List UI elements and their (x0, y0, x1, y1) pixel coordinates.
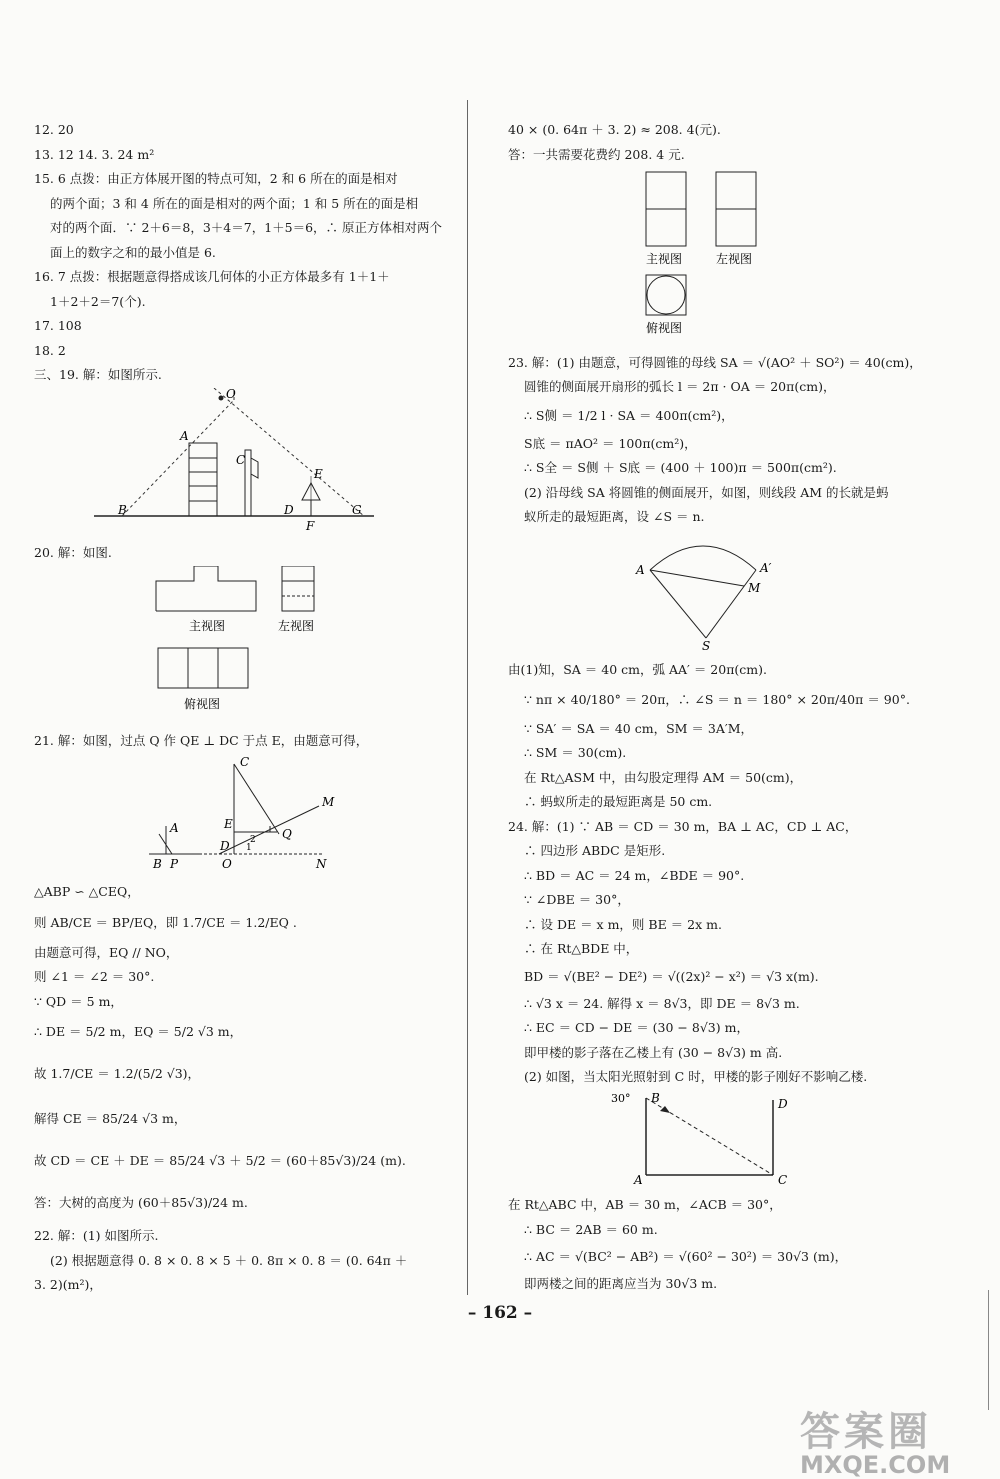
figure-21 (34, 754, 454, 872)
right-column (508, 118, 928, 1297)
label-B: B (153, 856, 162, 871)
figure-23 (508, 530, 928, 650)
answer-16-line1: 16. 7 点拨：根据题意得搭成该几何体的小正方体最多有 1＋1＋ (34, 269, 390, 284)
answer-23-line6: (2) 沿母线 SA 将圆锥的侧面展开，如图，则线段 AM 的长就是蚂 (524, 484, 889, 500)
label-O: O (226, 387, 236, 401)
watermark-logo-text: 答案圈 (800, 1409, 932, 1455)
answer-23b-line2: ∵ nπ × 40/180° ＝ 20π，∴ ∠S ＝ n ＝ 180° × 20π/40π ＝ 90°. (524, 691, 910, 707)
label-C: C (778, 1172, 788, 1185)
answer-22-line3: 3. 2)(m²)， (34, 1277, 102, 1292)
answer-22-line2: (2) 根据题意得 0. 8 × 0. 8 × 5 ＋ 0. 8π × 0. 8 ＝ (0. 64π ＋ (50, 1252, 408, 1268)
answer-23b-line5: 在 Rt△ASM 中，由勾股定理得 AM ＝ 50(cm)， (524, 769, 803, 785)
answer-22-line5: 答：一共需要花费约 208. 4 元. (508, 146, 685, 162)
watermark (800, 1400, 950, 1479)
answer-24-line8: ∴ √3 x ＝ 24. 解得 x ＝ 8√3，即 DE ＝ 8√3 m. (524, 995, 800, 1011)
answer-24-line9: ∴ EC ＝ CD − DE ＝ (30 − 8√3) m， (524, 1020, 749, 1035)
figure-20 (34, 566, 454, 721)
answer-24b-line3: ∴ AC ＝ √(BC² − AB²) ＝ √(60² − 30²) ＝ 30√3 (m)， (524, 1249, 848, 1264)
answer-17: 17. 108 (34, 318, 82, 333)
answer-15-line3: 对的两个面．∵ 2＋6＝8，3＋4＝7，1＋5＝6，∴ 原正方体相对两个 (50, 220, 443, 235)
label-P: P (170, 856, 179, 871)
answer-23-line3: ∴ S侧 ＝ 1/2 l · SA ＝ 400π(cm²)， (524, 407, 734, 423)
label-C: C (240, 754, 250, 769)
label-A: A (634, 1172, 643, 1185)
solution-21-line9: 故 CD ＝ CE ＋ DE ＝ 85/24 √3 ＋ 5/2 ＝ (60＋85√3)/24 (m). (34, 1153, 406, 1168)
label-D: D (220, 838, 230, 853)
left-column (34, 118, 454, 1298)
solution-21-line8: 解得 CE ＝ 85/24 √3 m， (34, 1111, 187, 1126)
answer-24b-line2: ∴ BC ＝ 2AB ＝ 60 m. (524, 1221, 658, 1237)
page-number: – 162 – (467, 1303, 533, 1323)
label-G: G (352, 502, 362, 517)
answer-24-line4: ∵ ∠DBE ＝ 30°， (524, 892, 630, 907)
answer-24-line2: ∴ 四边形 ABDC 是矩形. (524, 843, 666, 858)
label-main-view: 主视图 (646, 252, 683, 266)
solution-21-line7: 故 1.7/CE ＝ 1.2/(5/2 √3)， (34, 1066, 201, 1081)
label-C: C (236, 452, 246, 467)
label-B: B (651, 1090, 660, 1105)
answer-24-line6: ∴ 在 Rt△BDE 中， (524, 941, 639, 956)
label-angle2: 2 (250, 834, 256, 845)
solution-21-line3: 由题意可得，EQ // NO， (34, 944, 179, 960)
answer-12: 12. 20 (34, 122, 74, 137)
label-O: O (222, 856, 232, 871)
answer-15-line2: 的两个面；3 和 4 所在的面是相对的两个面；1 和 5 所在的面是相 (50, 195, 419, 211)
label-left-view: 左视图 (278, 618, 315, 633)
figure-19 (34, 388, 454, 533)
answer-23b-line4: ∴ SM ＝ 30(cm). (524, 745, 627, 760)
label-E: E (224, 816, 233, 831)
label-angle: 30° (611, 1091, 631, 1105)
answer-24b-line4: 即两楼之间的距离应当为 30√3 m. (524, 1276, 718, 1291)
solution-21-line4: 则 ∠1 ＝ ∠2 ＝ 30°. (34, 969, 155, 984)
answer-18: 18. 2 (34, 342, 66, 358)
solution-21-line1: △ABP ∽ △CEQ， (34, 884, 140, 899)
solution-21-line6: ∴ DE ＝ 5/2 m，EQ ＝ 5/2 √3 m， (34, 1024, 243, 1039)
label-E: E (314, 466, 323, 481)
solution-21-line10: 答：大树的高度为 (60＋85√3)/24 m. (34, 1195, 248, 1210)
label-angle1: 1 (246, 842, 252, 853)
answer-21-intro: 21. 解：如图，过点 Q 作 QE ⊥ DC 于点 E，由题意可得， (34, 733, 369, 748)
label-M: M (748, 580, 761, 595)
label-S: S (702, 638, 711, 650)
answer-24b-line1: 在 Rt△ABC 中，AB ＝ 30 m，∠ACB ＝ 30°， (508, 1197, 782, 1212)
figure-22 (508, 167, 928, 342)
answer-15-line1: 15. 6 点拨：由正方体展开图的特点可知，2 和 6 所在的面是相对 (34, 171, 398, 186)
answer-24-line10: 即甲楼的影子落在乙楼上有 (30 − 8√3) m 高. (524, 1044, 783, 1060)
label-Q: Q (282, 826, 292, 841)
label-A: A (636, 562, 645, 577)
label-A: A (170, 820, 179, 835)
label-F: F (306, 518, 315, 533)
answer-23-line4: S底 ＝ πAO² ＝ 100π(cm²)， (524, 435, 697, 451)
label-M: M (322, 794, 335, 809)
answer-23-line7: 蚁所走的最短距离，设 ∠S ＝ n. (524, 509, 705, 524)
answer-23b-line3: ∵ SA′ ＝ SA ＝ 40 cm，SM ＝ 3A′M， (524, 720, 753, 736)
label-A: A (180, 428, 189, 443)
answer-19-intro: 三、19. 解：如图所示. (34, 367, 162, 382)
label-top-view: 俯视图 (646, 321, 683, 335)
label-left-view: 左视图 (716, 252, 753, 266)
answer-15-line4: 面上的数字之和的最小值是 6. (50, 244, 216, 260)
answer-20-intro: 20. 解：如图. (34, 545, 112, 560)
answer-22-line4: 40 × (0. 64π ＋ 3. 2) ≈ 208. 4(元). (508, 122, 721, 137)
answer-23b-line6: ∴ 蚂蚁所走的最短距离是 50 cm. (524, 794, 713, 809)
label-top-view: 俯视图 (184, 696, 221, 711)
label-N: N (316, 856, 327, 871)
solution-21-line5: ∵ QD ＝ 5 m， (34, 993, 123, 1009)
answer-16-line2: 1＋2＋2＝7(个). (50, 293, 146, 309)
label-A-prime: A′ (760, 560, 772, 575)
answer-23b-line1: 由(1)知，SA ＝ 40 cm，弧 AA′ ＝ 20π(cm). (508, 662, 767, 677)
label-D: D (778, 1096, 788, 1111)
answer-24-line5: ∴ 设 DE ＝ x m，则 BE ＝ 2x m. (524, 916, 722, 932)
answer-22-line1: 22. 解：(1) 如图所示. (34, 1228, 159, 1243)
answer-23-line1: 23. 解：(1) 由题意，可得圆锥的母线 SA ＝ √(AO² ＋ SO²) ＝ 40(cm)， (508, 354, 922, 370)
column-divider (467, 100, 468, 1295)
answer-13-14: 13. 12 14. 3. 24 m² (34, 146, 155, 162)
answer-24-line3: ∴ BD ＝ AC ＝ 24 m，∠BDE ＝ 90°. (524, 867, 745, 883)
figure-24 (508, 1090, 928, 1185)
label-main-view: 主视图 (189, 618, 226, 633)
label-D: D (284, 502, 294, 517)
answer-23-line2: 圆锥的侧面展开扇形的弧长 l ＝ 2π · OA ＝ 20π(cm)， (524, 379, 836, 394)
answer-24-line7: BD ＝ √(BE² − DE²) ＝ √((2x)² − x²) ＝ √3 x(m). (524, 968, 819, 984)
watermark-url: MXQE.COM (800, 1451, 951, 1479)
label-B: B (118, 502, 127, 517)
answer-23-line5: ∴ S全 ＝ S侧 ＋ S底 ＝ (400 ＋ 100)π ＝ 500π(cm²). (524, 460, 837, 475)
solution-21-line2: 则 AB/CE ＝ BP/EQ，即 1.7/CE ＝ 1.2/EQ . (34, 914, 297, 930)
answer-24-line1: 24. 解：(1) ∵ AB ＝ CD ＝ 30 m，BA ⊥ AC，CD ⊥ AC， (508, 818, 858, 834)
answer-24-line11: (2) 如图，当太阳光照射到 C 时，甲楼的影子刚好不影响乙楼. (524, 1069, 868, 1084)
